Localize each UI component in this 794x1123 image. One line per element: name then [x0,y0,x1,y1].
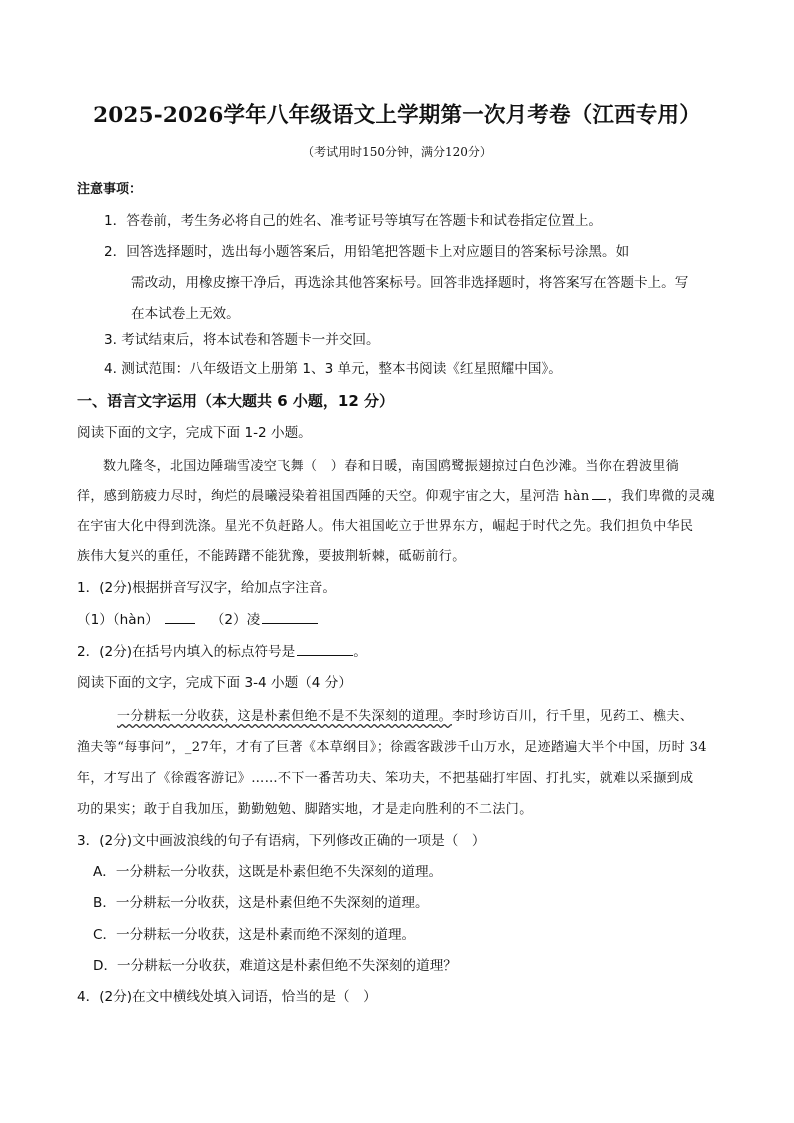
notice-heading: 注意事项： [77,182,143,197]
question-2-text: 2．(2分)在括号内填入的标点符号是 [77,644,296,660]
wavy-sentence: 一分耕耘一分收获，这是朴素但绝不是不失深刻的道理。 [117,709,453,724]
passage-text: 徉，感到筋疲力尽时，绚烂的晨曦浸染着祖国西陲的天空。仰观宇宙之大，星河浩 hàn [77,489,590,504]
reading-intro: 阅读下面的文字，完成下面 1-2 小题。 [77,425,312,441]
passage-text: 李时珍访百川，行千里，见药工、樵夫、 [452,709,694,724]
question-1-parts [77,608,318,628]
passage-line: 数九隆冬，北国边陲瑞雪凌空飞舞（ ）春和日暖，南国鸥鹭振翅掠过白色沙滩。当你在碧波里徜 [103,459,680,474]
question-3: 3．(2分)文中画波浪线的句子有语病，下列修改正确的一项是（ ） [77,833,486,849]
reading-intro: 阅读下面的文字，完成下面 3-4 小题（4 分） [77,675,352,691]
passage-line: 功的果实；敢于自我加压，勤勤勉勉、脚踏实地，才是走向胜利的不二法门。 [77,802,533,817]
question-4: 4．(2分)在文中横线处填入词语，恰当的是（ ） [77,989,377,1005]
page-title: 2025-2026学年八年级语文上学期第一次月考卷（江西专用） [93,103,701,128]
answer-blank [592,487,606,500]
answer-blank[interactable] [165,611,195,624]
answer-blank[interactable] [297,643,353,656]
passage-line: 年，才写出了《徐霞客游记》……不下一番苦功夫、笨功夫，不把基础打牢固、打扎实，就难以采撷到成 [77,771,694,786]
option-d[interactable]: D．一分耕耘一分收获，难道这是朴素但绝不失深刻的道理？ [93,958,457,974]
passage-line: 在宇宙大化中得到洗涤。星光不负赶路人。伟大祖国屹立于世界东方，崛起于时代之先。我们担负中华民 [77,519,694,534]
notice-item: 4. 测试范围：八年级语文上册第 1、3 单元，整本书阅读《红星照耀中国》。 [104,361,562,377]
q1-part-2: （2）凌 [210,612,261,628]
notice-item: 需改动，用橡皮擦干净后，再选涂其他答案标号。回答非选择题时，将答案写在答题卡上。写 [131,275,689,291]
page-subtitle: （考试用时150分钟，满分120分） [302,145,492,159]
passage-line [117,705,693,724]
question-2 [77,640,367,660]
notice-item: 2．回答选择题时，选出每小题答案后，用铅笔把答题卡上对应题目的答案标号涂黑。如 [104,244,630,260]
option-b[interactable]: B．一分耕耘一分收获，这是朴素但绝不失深刻的道理。 [93,895,429,911]
passage-line: 族伟大复兴的重任，不能踌躇不能犹豫，要披荆斩棘，砥砺前行。 [77,549,466,564]
question-1: 1．(2分)根据拼音写汉字，给加点字注音。 [77,580,336,596]
section-heading: 一、语言文字运用（本大题共 6 小题，12 分） [77,392,394,410]
answer-blank[interactable] [262,611,318,624]
passage-line: 渔夫等“每事问”，_27年，才有了巨著《本草纲目》；徐霞客跋涉千山万水，足迹踏遍大半个中国，历时 34 [77,740,707,755]
notice-item: 3. 考试结束后，将本试卷和答题卡一并交回。 [104,332,380,348]
option-c[interactable]: C．一分耕耘一分收获，这是朴素而绝不深刻的道理。 [93,927,416,943]
passage-line [77,485,715,504]
notice-item: 在本试卷上无效。 [131,306,240,322]
notice-item: 1．答卷前，考生务必将自己的姓名、准考证号等填写在答题卡和试卷指定位置上。 [104,213,603,229]
option-a[interactable]: A．一分耕耘一分收获，这既是朴素但绝不失深刻的道理。 [93,864,443,880]
q1-part-1: （1）（hàn） [77,612,159,628]
passage-text: ，我们卑微的灵魂 [607,489,715,504]
question-2-end: 。 [353,644,367,660]
